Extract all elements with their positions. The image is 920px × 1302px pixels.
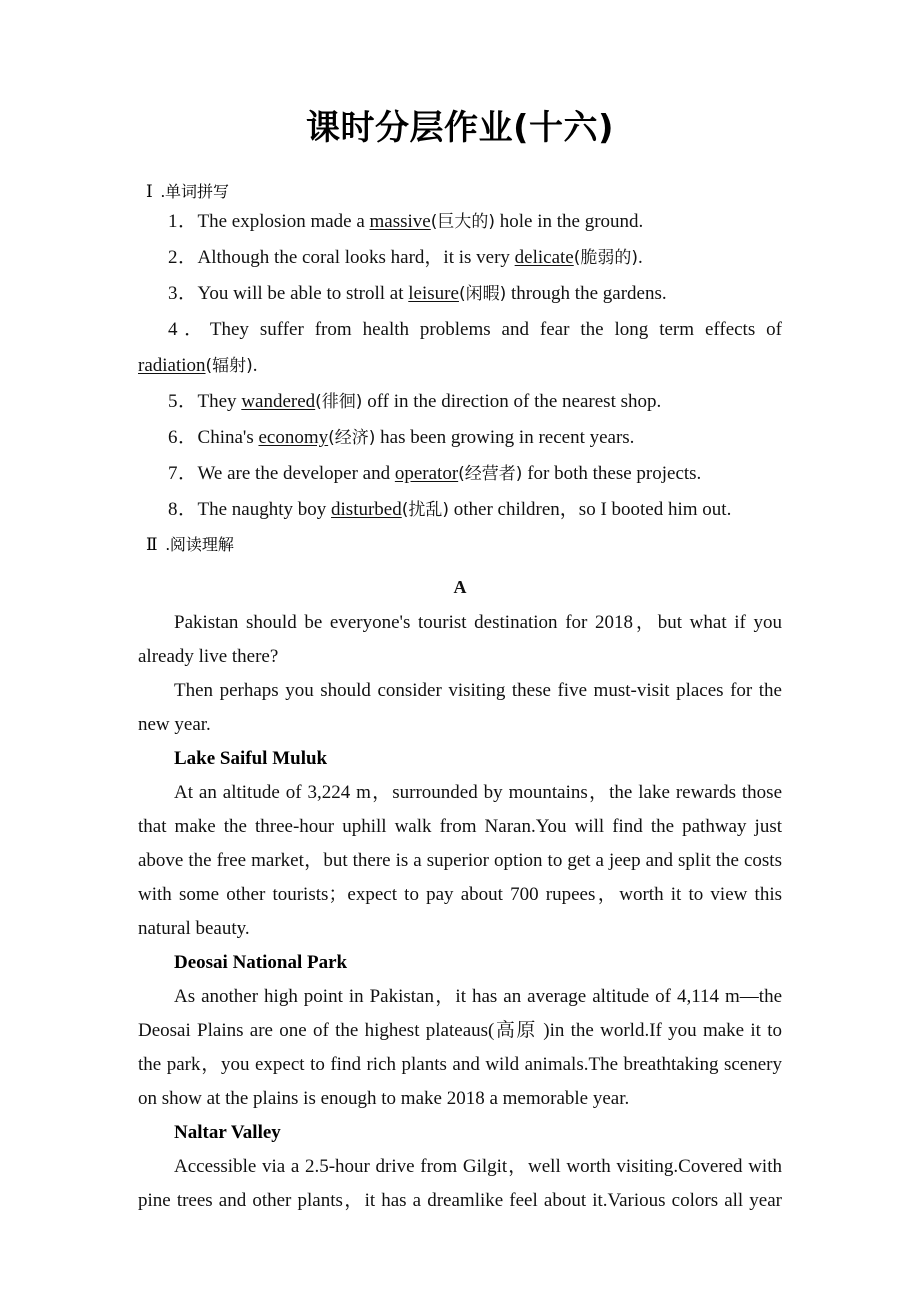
place-body-deosai-national-park: As another high point in Pakistan，it has an average altitude of 4,114 m—the Deosai Plains are one of the highest plateaus(高原 )in the world.If you make it to the park，you expect to find rich plants and wild animals.The breathtaking scenery on show at the plains is enough to make 2018 a memorable year. bbox=[138, 985, 782, 1109]
item-answer: operator bbox=[394, 463, 459, 485]
item-number: 1． bbox=[168, 211, 198, 233]
vocab-item-6 bbox=[138, 420, 782, 456]
item-gloss: (辐射) bbox=[205, 356, 253, 377]
item-text-after: through the gardens. bbox=[506, 283, 667, 305]
section-heading-reading bbox=[138, 528, 782, 558]
intro-paragraph-2: Then perhaps you should consider visiting these five must-visit places for the new year. bbox=[138, 679, 782, 735]
item-text-before: They suffer from health problems and fear the long term effects of bbox=[209, 319, 782, 341]
item-answer: delicate bbox=[514, 247, 574, 269]
vocab-item-8 bbox=[138, 492, 782, 528]
page-content bbox=[138, 0, 782, 1218]
place-heading-lake-saiful-muluk: Lake Saiful Muluk bbox=[174, 747, 328, 769]
item-text-after: off in the direction of the nearest shop. bbox=[362, 391, 662, 413]
item-text-before: China's bbox=[197, 427, 259, 449]
vocab-item-1 bbox=[138, 204, 782, 240]
item-answer: economy bbox=[258, 427, 329, 449]
item-text-after: . bbox=[252, 355, 258, 377]
place-heading-deosai-national-park: Deosai National Park bbox=[174, 951, 348, 973]
item-number: 7． bbox=[168, 463, 198, 485]
item-answer: leisure bbox=[408, 283, 459, 305]
item-gloss: (扰乱) bbox=[401, 500, 450, 521]
item-number: 3． bbox=[168, 283, 198, 305]
item-number: 5． bbox=[168, 391, 198, 413]
section-dot-2: . bbox=[165, 535, 170, 555]
item-number: 8． bbox=[168, 499, 198, 521]
item-text-after: for both these projects. bbox=[522, 463, 702, 485]
item-gloss: (脆弱的) bbox=[573, 248, 638, 269]
item-gloss: (经济) bbox=[328, 428, 376, 449]
place-heading-naltar-valley: Naltar Valley bbox=[174, 1121, 281, 1143]
section-name-1: 单词拼写 bbox=[164, 181, 229, 201]
item-answer: disturbed bbox=[331, 499, 402, 521]
item-text-after: . bbox=[638, 247, 643, 269]
item-text-before: The explosion made a bbox=[197, 211, 370, 233]
item-gloss: (巨大的) bbox=[430, 212, 496, 233]
item-text-before: We are the developer and bbox=[197, 463, 395, 485]
item-text-after: has been growing in recent years. bbox=[375, 427, 635, 449]
item-text-before: The naughty boy bbox=[197, 499, 332, 521]
page-title: 课时分层作业(十六) bbox=[305, 108, 615, 148]
passage-label-a: A bbox=[453, 576, 467, 597]
item-text-after: other children，so I booted him out. bbox=[449, 499, 732, 521]
vocab-item-2 bbox=[138, 240, 782, 276]
intro-paragraph-1: Pakistan should be everyone's tourist destination for 2018，but what if you already live there? bbox=[138, 611, 782, 667]
section-numeral-2: Ⅱ bbox=[146, 535, 158, 555]
item-text-before: Although the coral looks hard，it is very bbox=[197, 247, 515, 269]
item-number: 2． bbox=[168, 247, 198, 269]
item-number: 6． bbox=[168, 427, 198, 449]
place-body-naltar-valley: Accessible via a 2.5-hour drive from Gilgit，well worth visiting.Covered with pine trees and other plants，it has a dreamlike feel about it.Various colors all year bbox=[138, 1155, 782, 1211]
item-gloss: (徘徊) bbox=[315, 392, 363, 413]
item-text-before: You will be able to stroll at bbox=[197, 283, 409, 305]
item-answer: massive bbox=[369, 211, 431, 233]
item-gloss: (经营者) bbox=[458, 464, 523, 485]
section-dot-1: . bbox=[160, 181, 165, 201]
vocabulary-list bbox=[138, 204, 782, 528]
item-answer: radiation bbox=[138, 355, 206, 377]
place-body-lake-saiful-muluk: At an altitude of 3,224 m，surrounded by mountains，the lake rewards those that make the three-hour uphill walk from Naran.You will find the pathway just above the free market，but there is a superior option to get a jeep and split the costs with some other tourists；expect to pay about 700 rupees，worth it to view this natural beauty. bbox=[138, 781, 782, 939]
vocab-item-3 bbox=[138, 276, 782, 312]
section-name-2: 阅读理解 bbox=[169, 535, 234, 555]
item-text-after: hole in the ground. bbox=[495, 211, 644, 233]
section-numeral-1: Ⅰ bbox=[146, 181, 153, 201]
item-text-before: They bbox=[197, 391, 242, 413]
section-heading-vocabulary bbox=[138, 149, 782, 205]
vocab-item-4 bbox=[138, 312, 782, 384]
vocab-item-5 bbox=[138, 384, 782, 420]
item-gloss: (闲暇) bbox=[458, 284, 507, 305]
vocab-item-7 bbox=[138, 456, 782, 492]
item-number: 4． bbox=[168, 319, 210, 341]
item-answer: wandered bbox=[241, 391, 316, 413]
